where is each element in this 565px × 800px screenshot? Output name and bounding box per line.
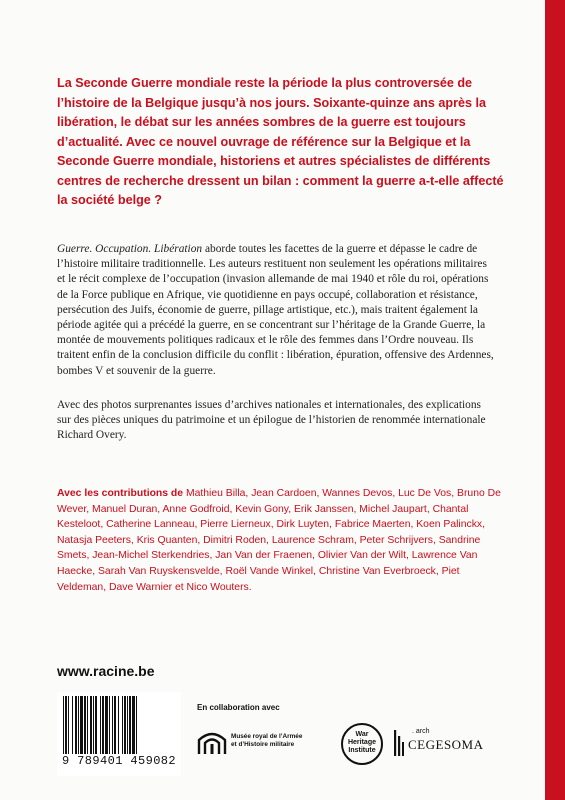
intro-paragraph: La Seconde Guerre mondiale reste la période la plus controversée de l’histoire de la Belgique jusqu’à nos jours. Soixante-quinze ans après la libération, le débat sur les années sombres de la guerre est toujours d’actualité. Avec ce nouvel ouvrage de référence sur la Belgique et la Seconde Guerre mondiale, historiens et autres spécialistes de différents centres de recherche dressent un bilan : comment la guerre a-t-elle affecté la société belge ?	[57, 76, 504, 207]
barcode-bar	[127, 696, 128, 754]
barcode-bar	[78, 696, 79, 754]
description-paragraph	[57, 242, 497, 379]
barcode-digits: 9 789401 459082	[61, 754, 177, 768]
photos-paragraph: Avec des photos surprenantes issues d’archives nationales et internationales, des explications sur des pièces uniques du patrimoine et un épilogue de l’historien de renommée internationale Richard Overy.	[57, 399, 486, 442]
barcode-bar	[124, 696, 126, 754]
barcode-bar	[75, 696, 77, 754]
barcode-bar	[95, 696, 97, 754]
contributors-names: Mathieu Billa, Jean Cardoen, Wannes Devos, Luc De Vos, Bruno De Wever, Manuel Duran, Anne Godfroid, Kevin Gony, Erik Janssen, Michel Jaupart, Chantal Kesteloot, Catherine Lanneau, Pierre Lierneux, Dirk Luyten, Fabrice Maerten, Koen Palinckx, Natasja Peeters, Kris Quanten, Dimitri Roden, Laurence Schram, Peter Schrijvers, Sandrine Smets, Jean-Michel Sterkendries, Jan Van der Fraenen, Olivier Van der Wilt, Lawrence Van Haecke, Sarah Van Ruyskensvelde, Roël Vande Winkel, Christine Van Everbroeck, Piet Veldeman, Dave Warnier et Nico Wouters.	[57, 488, 501, 593]
cegesoma-bars-icon	[394, 730, 404, 756]
publisher-website: www.racine.be	[57, 663, 155, 679]
whi-text: War Heritage Institute	[347, 731, 376, 754]
logo-cegesoma	[394, 728, 494, 760]
mra-emblem-icon	[197, 730, 227, 756]
barcode-bar	[109, 696, 110, 754]
barcode-bar	[87, 696, 88, 754]
contributors-paragraph	[57, 486, 502, 595]
contributors-label: Avec les contributions de	[57, 488, 184, 499]
red-spine-strip	[545, 0, 565, 800]
barcode-bar	[72, 696, 73, 754]
mra-text: Musée royal de l’Armée et d’Histoire militaire	[231, 733, 303, 748]
logo-musee-royal-armee	[197, 730, 342, 760]
barcode-bar	[105, 696, 108, 754]
logo-war-heritage-institute	[340, 722, 384, 766]
barcode-bar	[80, 696, 83, 754]
barcode-bar	[68, 696, 69, 754]
barcode-bar	[118, 696, 119, 754]
barcode-bar	[136, 696, 137, 754]
barcode-bars	[63, 696, 175, 754]
cegesoma-arch-label: . arch	[412, 728, 430, 735]
barcode-bar	[90, 696, 92, 754]
book-title-italic: Guerre. Occupation. Libération	[57, 243, 203, 255]
isbn-barcode	[57, 692, 181, 776]
barcode-bar	[112, 696, 113, 754]
cegesoma-wordmark: CEGESOMA	[408, 737, 484, 752]
barcode-bar	[100, 696, 101, 754]
barcode-bar	[122, 696, 123, 754]
barcode-bar	[93, 696, 94, 754]
barcode-bar	[65, 696, 67, 754]
description-text: aborde toutes les facettes de la guerre et dépasse le cadre de l’histoire militaire traditionnelle. Les auteurs restituent non seulement les opérations militaires et le récit complexe de l’occupation (invasion allemande de mai 1940 et rôle du roi, opérations de la Force publique en Afrique, vie quotidienne en pays occupé, collaboration et résistance, persécution des Juifs, économie de guerre, pillage artistique, etc.), mais traitent également la période agitée qui a précédé la guerre, en se concentrant sur l’héritage de la Grande Guerre, la montée de mouvements politiques radicaux et le rôle des femmes dans l’Ordre nouveau. Ils traitent enfin de la conclusion difficile du conflit : libération, épuration, offensive des Ardennes, bombes V et souvenir de la guerre.	[57, 243, 494, 377]
barcode-bar	[102, 696, 104, 754]
barcode-bar	[63, 696, 64, 754]
barcode-bar	[129, 696, 131, 754]
barcode-bar	[114, 696, 116, 754]
collaboration-label: En collaboration avec	[197, 703, 280, 712]
barcode-bar	[132, 696, 135, 754]
barcode-bar	[84, 696, 86, 754]
